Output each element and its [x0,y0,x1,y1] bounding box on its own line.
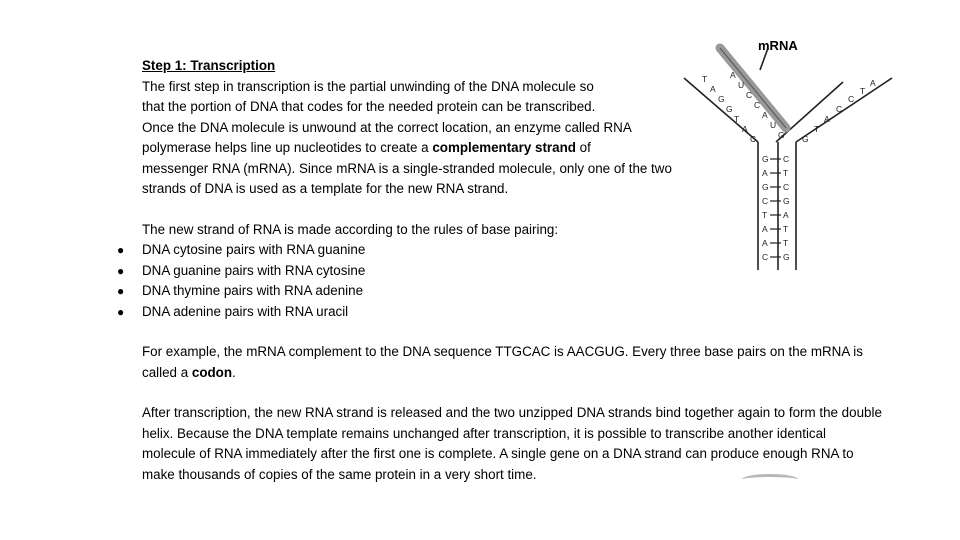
codon-term: codon [191,364,233,380]
intro-text: of [575,140,591,155]
base-letter: C [762,252,769,262]
bullet-icon: ● [117,263,125,278]
intro-line: messenger RNA (mRNA). Since mRNA is a single-stranded molecule, only one of the two [142,160,672,176]
base-letter: T [783,238,789,248]
base-letter: U [738,80,745,90]
base-letter: A [762,110,768,120]
dna-right-arm-outer [796,78,892,142]
intro-line [142,138,732,159]
example-text: For example, the mRNA complement to the DNA sequence TTGCAC is AACGUG. Every three base pairs on the mRNA is called a [142,344,863,380]
rule-text: DNA thymine pairs with RNA adenine [142,283,364,298]
base-letter: A [762,238,768,248]
base-letter: G [778,130,785,140]
base-letter: C [848,94,855,104]
intro-line: strands of DNA is used as a template for the new RNA strand. [142,181,509,196]
intro-line: Once the DNA molecule is unwound at the correct location, an enzyme called RNA [142,119,632,135]
example-text: . [232,364,236,380]
base-letter: T [783,224,789,234]
base-letter: C [762,196,769,206]
base-letter: G [718,94,725,104]
base-letter: A [730,70,736,80]
base-letter: G [762,182,769,192]
section-heading: Step 1: Transcription [142,58,276,73]
list-item [117,281,882,302]
base-letter: C [750,134,757,144]
example-paragraph [142,342,882,383]
bullet-icon: ● [117,304,125,319]
rule-text: DNA cytosine pairs with RNA guanine [142,242,366,257]
mrna-strand-edge [720,48,786,128]
complementary-strand-term: complementary strand [432,140,576,155]
transcription-diagram [678,30,898,280]
base-letter: U [770,120,777,130]
rule-text: DNA guanine pairs with RNA cytosine [142,262,366,278]
base-letter: T [702,74,708,84]
base-letter: T [860,86,866,96]
base-letter: T [783,168,789,178]
bullet-icon: ● [117,284,125,298]
base-letter: A [870,78,876,88]
base-letter: A [824,114,830,124]
base-letter: C [783,182,790,192]
base-letter: C [754,100,761,110]
intro-paragraph [142,77,732,200]
base-letter: A [710,84,716,94]
base-letter: G [783,252,790,262]
base-letter: G [802,134,809,144]
base-letter: A [783,210,789,220]
base-letter: G [783,196,790,206]
after-transcription-paragraph: After transcription, the new RNA strand is released and the two unzipped DNA strands bind together again to form the double helix. Because the DNA template remains unchanged after transcription, it is possible to transcribe another identical molecule of RNA immediately after the first one is complete. A single gene on a DNA strand can produce enough RNA to make thousands of copies of the same protein in a very short time. [142,405,882,482]
intro-line: The first step in transcription is the partial unwinding of the DNA molecule so [142,78,594,94]
base-letter: A [742,124,748,134]
base-letter: G [762,154,769,164]
base-letter: C [836,104,843,114]
rules-intro: The new strand of RNA is made according to the rules of base pairing: [142,221,559,237]
base-letter: A [762,168,768,178]
base-letter: C [746,90,753,100]
bullet-icon: ● [117,243,125,257]
base-letter: C [783,154,790,164]
base-letter: A [762,224,768,234]
decorative-arc [742,474,798,485]
base-letter: T [814,124,820,134]
base-letter: T [734,114,740,124]
rule-text: DNA adenine pairs with RNA uracil [142,303,349,319]
base-letter: T [762,210,768,220]
intro-line: that the portion of DNA that codes for the needed protein can be transcribed. [142,99,596,114]
base-letter: G [726,104,733,114]
mrna-label: mRNA [758,38,798,53]
intro-text: polymerase helps line up nucleotides to create a [142,140,433,155]
list-item [117,302,882,323]
